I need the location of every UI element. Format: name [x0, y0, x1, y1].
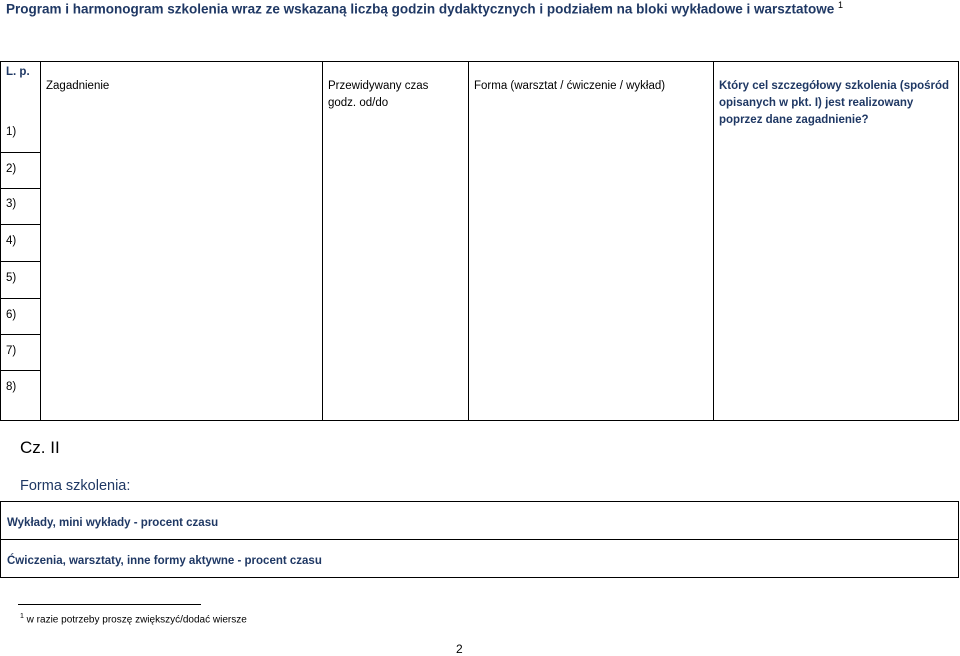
table-border-top: [0, 61, 958, 62]
column-divider: [468, 61, 469, 421]
footnote: [20, 613, 247, 625]
lp-header: L. p.: [6, 66, 30, 78]
table-border-left: [0, 61, 1, 421]
footnote-separator: [18, 604, 201, 605]
heading-footnote-mark: 1: [838, 0, 844, 10]
table-border-bottom: [0, 420, 958, 421]
table-border-bottom: [0, 577, 958, 578]
row-number: 2): [6, 163, 17, 175]
row-divider: [0, 224, 40, 225]
column-divider: [322, 61, 323, 421]
row-number: 5): [6, 272, 17, 284]
footnote-mark: 1: [20, 613, 24, 620]
row-divider: [0, 298, 40, 299]
header-time: Przewidywany czas godz. od/do: [328, 80, 429, 109]
row-divider: [0, 539, 958, 540]
row-divider: [0, 188, 40, 189]
table-border-top: [0, 501, 958, 502]
row-divider: [0, 334, 40, 335]
header-form: Forma (warsztat / ćwiczenie / wykład): [474, 80, 666, 92]
table-border-right: [958, 61, 959, 421]
section-title: Cz. II: [20, 438, 60, 457]
exercises-row-label: Ćwiczenia, warsztaty, inne formy aktywne - procent czasu: [7, 555, 322, 567]
heading-text: Program i harmonogram szkolenia wraz ze wskazaną liczbą godzin dydaktycznych i podziałem na bloki wykładowe i warsztatowe: [6, 1, 835, 17]
row-divider: [0, 261, 40, 262]
row-number: 4): [6, 235, 17, 247]
footnote-text: w razie potrzeby proszę zwiększyć/dodać wiersze: [23, 614, 247, 626]
row-number: 6): [6, 309, 17, 321]
header-topic: Zagadnienie: [46, 80, 110, 92]
row-number: 8): [6, 381, 17, 393]
table-border-left: [0, 501, 1, 578]
row-number: 7): [6, 345, 17, 357]
row-number: 3): [6, 198, 17, 210]
page-number: 2: [456, 642, 463, 656]
document-heading: [6, 0, 843, 17]
lectures-row-label: Wykłady, mini wykłady - procent czasu: [7, 517, 219, 529]
column-divider: [713, 61, 714, 421]
table-border-right: [958, 501, 959, 578]
header-goal: Który cel szczegółowy szkolenia (spośród opisanych w pkt. I) jest realizowany poprzez dane zagadnienie?: [719, 80, 950, 126]
column-divider: [40, 61, 41, 421]
section-subtitle: Forma szkolenia:: [20, 478, 131, 494]
row-divider: [0, 152, 40, 153]
row-divider: [0, 370, 40, 371]
row-number: 1): [6, 126, 17, 138]
